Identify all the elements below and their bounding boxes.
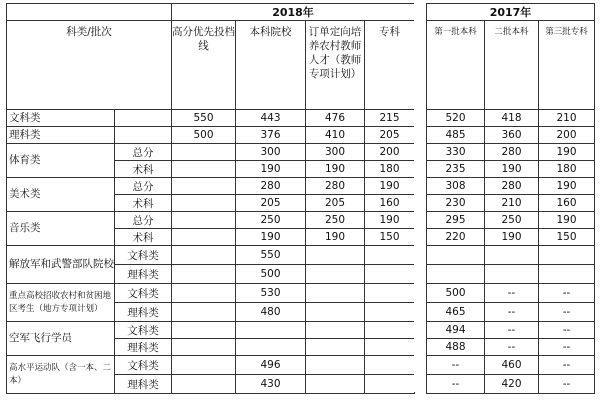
score-2017-cell: 250 <box>485 212 539 229</box>
table-row <box>427 229 595 246</box>
table-row <box>7 356 415 375</box>
category-label: 理科类 <box>7 127 115 144</box>
score-2017-cell: 500 <box>427 284 485 303</box>
score-table-container <box>6 3 594 392</box>
score-2018-cell <box>365 322 415 339</box>
score-2017-cell: 308 <box>427 178 485 195</box>
score-2018-cell <box>236 322 306 339</box>
subcategory-label: 总分 <box>115 178 172 195</box>
header-third-batch: 第三批专科 <box>539 21 595 110</box>
category-label: 高水平运动队（含一本、二本） <box>7 356 115 394</box>
score-2017-cell: 280 <box>485 178 539 195</box>
score-2017-cell: -- <box>539 339 595 356</box>
score-2017-cell <box>485 265 539 284</box>
score-2018-cell: 200 <box>365 144 415 161</box>
subcategory-label: 术科 <box>115 195 172 212</box>
category-label: 文科类 <box>7 110 115 127</box>
score-2018-cell: 550 <box>236 246 306 265</box>
score-2018-cell: 280 <box>306 178 365 195</box>
score-2018-cell <box>172 212 236 229</box>
score-2017-cell <box>539 246 595 265</box>
score-2017-cell: 210 <box>539 110 595 127</box>
score-2018-cell <box>306 303 365 322</box>
score-2017-cell: 235 <box>427 161 485 178</box>
score-2018-cell <box>172 161 236 178</box>
score-2017-cell: -- <box>485 284 539 303</box>
subcategory-label: 文科类 <box>115 246 172 265</box>
header-priority-line: 高分优先投档线 <box>172 21 236 110</box>
score-2018-cell <box>306 284 365 303</box>
score-2018-cell: 443 <box>236 110 306 127</box>
subcategory-label <box>115 127 172 144</box>
score-2018-cell: 215 <box>365 110 415 127</box>
score-2018-cell: 190 <box>365 212 415 229</box>
table-row <box>7 284 415 303</box>
score-2018-cell: 190 <box>236 229 306 246</box>
score-2018-cell: 300 <box>306 144 365 161</box>
table-row <box>427 144 595 161</box>
score-2017-cell: 200 <box>539 127 595 144</box>
table-2017-body <box>427 4 595 394</box>
category-label: 解放军和武警部队院校 <box>7 246 115 284</box>
score-2017-cell: 330 <box>427 144 485 161</box>
score-2018-cell: 205 <box>236 195 306 212</box>
score-2017-cell: 230 <box>427 195 485 212</box>
score-2018-cell: 205 <box>306 195 365 212</box>
header-undergrad: 本科院校 <box>236 21 306 110</box>
score-2018-cell <box>172 229 236 246</box>
score-2017-cell: 190 <box>485 229 539 246</box>
score-2018-cell: 160 <box>365 195 415 212</box>
score-2017-cell: -- <box>539 303 595 322</box>
score-2018-cell <box>306 322 365 339</box>
score-2017-cell: 220 <box>427 229 485 246</box>
score-2017-cell: 494 <box>427 322 485 339</box>
score-2017-cell <box>485 246 539 265</box>
score-2017-cell: -- <box>427 375 485 394</box>
table-row <box>427 375 595 394</box>
score-2017-cell: 418 <box>485 110 539 127</box>
score-2018-cell: 530 <box>236 284 306 303</box>
score-2017-cell: 295 <box>427 212 485 229</box>
score-2017-cell: -- <box>539 356 595 375</box>
score-2017-cell: 488 <box>427 339 485 356</box>
score-2018-cell: 480 <box>236 303 306 322</box>
score-2018-cell: 496 <box>236 356 306 375</box>
score-2017-cell: -- <box>539 322 595 339</box>
score-2017-cell: 485 <box>427 127 485 144</box>
score-2018-cell: 500 <box>236 265 306 284</box>
table-row <box>7 110 415 127</box>
score-2018-cell <box>365 356 415 375</box>
category-label: 音乐类 <box>7 212 115 246</box>
score-2018-cell <box>306 356 365 375</box>
subcategory-label <box>115 110 172 127</box>
score-2018-cell <box>172 303 236 322</box>
score-2018-cell <box>365 339 415 356</box>
score-2017-cell: 210 <box>485 195 539 212</box>
score-2017-cell: 190 <box>485 161 539 178</box>
score-2017-cell: 520 <box>427 110 485 127</box>
score-2018-cell: 150 <box>365 229 415 246</box>
header-first-batch: 第一批本科 <box>427 21 485 110</box>
table-row <box>427 322 595 339</box>
score-2018-cell: 500 <box>172 127 236 144</box>
table-2018-body <box>7 4 415 394</box>
score-2018-cell: 410 <box>306 127 365 144</box>
table-row <box>7 212 415 229</box>
score-2018-cell: 190 <box>306 229 365 246</box>
score-2018-cell <box>306 339 365 356</box>
score-2018-cell <box>172 356 236 375</box>
table-row <box>427 339 595 356</box>
score-2017-cell <box>427 265 485 284</box>
score-2017-cell: 150 <box>539 229 595 246</box>
table-row <box>427 195 595 212</box>
score-2018-cell <box>172 178 236 195</box>
score-2018-cell: 205 <box>365 127 415 144</box>
score-2018-cell <box>306 375 365 394</box>
score-2017-cell: -- <box>485 322 539 339</box>
score-2018-cell <box>172 195 236 212</box>
table-row <box>427 356 595 375</box>
header-second-batch: 二批本科 <box>485 21 539 110</box>
table-row <box>427 212 595 229</box>
table-row <box>427 110 595 127</box>
table-row <box>427 303 595 322</box>
score-2017-cell: -- <box>539 284 595 303</box>
category-label: 空军飞行学员 <box>7 322 115 356</box>
subcategory-label: 文科类 <box>115 356 172 375</box>
score-2018-cell <box>172 375 236 394</box>
table-row <box>427 161 595 178</box>
category-label: 体育类 <box>7 144 115 178</box>
score-2018-cell <box>365 303 415 322</box>
subcategory-label: 文科类 <box>115 322 172 339</box>
subcategory-label: 理科类 <box>115 265 172 284</box>
score-2017-cell: -- <box>485 303 539 322</box>
score-2018-cell: 376 <box>236 127 306 144</box>
table-2017 <box>426 3 595 394</box>
score-2017-cell <box>539 265 595 284</box>
score-2018-cell <box>365 375 415 394</box>
score-2018-cell <box>236 339 306 356</box>
score-2018-cell: 430 <box>236 375 306 394</box>
score-2017-cell: 460 <box>485 356 539 375</box>
score-2018-cell: 300 <box>236 144 306 161</box>
score-2017-cell: 360 <box>485 127 539 144</box>
table-row <box>7 178 415 195</box>
score-2018-cell: 250 <box>306 212 365 229</box>
table-row <box>7 322 415 339</box>
score-2018-cell: 550 <box>172 110 236 127</box>
score-2018-cell: 190 <box>306 161 365 178</box>
score-2018-cell <box>172 339 236 356</box>
score-2017-cell: -- <box>539 375 595 394</box>
subcategory-label: 文科类 <box>115 284 172 303</box>
score-2018-cell: 476 <box>306 110 365 127</box>
category-label: 美术类 <box>7 178 115 212</box>
score-2018-cell <box>365 265 415 284</box>
score-2018-cell <box>172 265 236 284</box>
blank-corner <box>7 4 172 21</box>
score-2017-cell: 190 <box>539 212 595 229</box>
score-2017-cell: 280 <box>485 144 539 161</box>
score-2018-cell: 180 <box>365 161 415 178</box>
table-row <box>7 144 415 161</box>
table-row <box>427 265 595 284</box>
subcategory-label: 理科类 <box>115 303 172 322</box>
header-junior-college: 专科 <box>365 21 415 110</box>
subcategory-label: 理科类 <box>115 375 172 394</box>
header-teacher-program: 订单定向培养农村教师人才（教师专项计划） <box>306 21 365 110</box>
score-2017-cell: 420 <box>485 375 539 394</box>
score-2017-cell: 180 <box>539 161 595 178</box>
score-2017-cell: 160 <box>539 195 595 212</box>
table-row <box>7 127 415 144</box>
table-row <box>427 246 595 265</box>
score-2018-cell <box>365 284 415 303</box>
score-2018-cell: 190 <box>365 178 415 195</box>
score-2018-cell <box>172 284 236 303</box>
score-2018-cell: 190 <box>236 161 306 178</box>
table-row <box>427 284 595 303</box>
score-2017-cell <box>427 246 485 265</box>
table-2018 <box>6 3 415 394</box>
table-row <box>427 127 595 144</box>
subcategory-label: 术科 <box>115 229 172 246</box>
score-2017-cell: -- <box>485 339 539 356</box>
subcategory-label: 总分 <box>115 144 172 161</box>
score-2017-cell: -- <box>427 356 485 375</box>
subcategory-label: 总分 <box>115 212 172 229</box>
score-2018-cell: 250 <box>236 212 306 229</box>
category-label: 重点高校招收农村和贫困地区考生（地方专项计划） <box>7 284 115 322</box>
table-row <box>7 246 415 265</box>
score-2018-cell <box>365 246 415 265</box>
score-2017-cell: 190 <box>539 178 595 195</box>
category-header: 科类/批次 <box>7 21 172 110</box>
score-2018-cell <box>172 144 236 161</box>
table-gap <box>414 3 426 392</box>
score-2017-cell: 190 <box>539 144 595 161</box>
subcategory-label: 术科 <box>115 161 172 178</box>
score-2018-cell <box>306 265 365 284</box>
score-2018-cell: 280 <box>236 178 306 195</box>
score-2018-cell <box>306 246 365 265</box>
table-row <box>427 178 595 195</box>
score-2017-cell: 465 <box>427 303 485 322</box>
year-2017-header: 2017年 <box>427 4 595 21</box>
subcategory-label: 理科类 <box>115 339 172 356</box>
score-2018-cell <box>172 246 236 265</box>
year-2018-header: 2018年 <box>172 4 415 21</box>
score-2018-cell <box>172 322 236 339</box>
